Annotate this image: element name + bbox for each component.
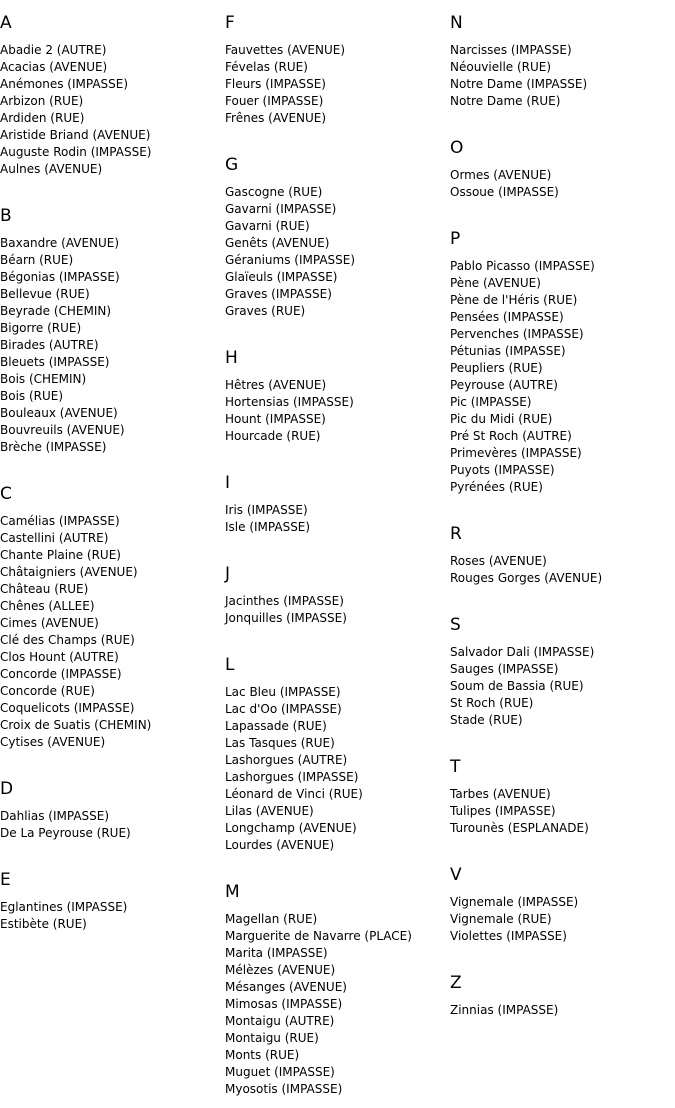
street-list bbox=[450, 894, 578, 945]
street-item: Magellan (RUE) bbox=[225, 912, 318, 926]
street-item: Marguerite de Navarre (PLACE) bbox=[225, 929, 412, 943]
street-item: Pablo Picasso (IMPASSE) bbox=[450, 259, 595, 273]
street-list bbox=[225, 377, 354, 445]
street-item: Soum de Bassia (RUE) bbox=[450, 679, 584, 693]
letter-heading: G bbox=[225, 155, 239, 175]
street-item: Anémones (IMPASSE) bbox=[0, 77, 129, 91]
street-list bbox=[225, 502, 310, 536]
street-list bbox=[225, 593, 347, 627]
street-item: Mimosas (IMPASSE) bbox=[225, 997, 343, 1011]
street-item: Peyrouse (AUTRE) bbox=[450, 378, 558, 392]
street-item: Brèche (IMPASSE) bbox=[0, 440, 107, 454]
street-item: Ossoue (IMPASSE) bbox=[450, 185, 559, 199]
letter-heading: F bbox=[225, 13, 235, 33]
street-item: Glaïeuls (IMPASSE) bbox=[225, 270, 338, 284]
street-item: Hount (IMPASSE) bbox=[225, 412, 326, 426]
street-item: Iris (IMPASSE) bbox=[225, 503, 308, 517]
letter-heading: Z bbox=[450, 973, 462, 993]
letter-heading: H bbox=[225, 348, 238, 368]
street-item: De La Peyrouse (RUE) bbox=[0, 826, 131, 840]
street-item: Lac Bleu (IMPASSE) bbox=[225, 685, 341, 699]
street-item: Tulipes (IMPASSE) bbox=[450, 804, 556, 818]
street-item: Muguet (IMPASSE) bbox=[225, 1065, 335, 1079]
letter-heading: S bbox=[450, 615, 461, 635]
street-item: Auguste Rodin (IMPASSE) bbox=[0, 145, 152, 159]
street-item: Pervenches (IMPASSE) bbox=[450, 327, 584, 341]
street-item: Bois (RUE) bbox=[0, 389, 64, 403]
street-item: Montaigu (RUE) bbox=[225, 1031, 319, 1045]
street-item: Lapassade (RUE) bbox=[225, 719, 327, 733]
letter-heading: A bbox=[0, 13, 12, 33]
street-item: Gavarni (IMPASSE) bbox=[225, 202, 337, 216]
street-item: Notre Dame (IMPASSE) bbox=[450, 77, 588, 91]
letter-heading: D bbox=[0, 779, 14, 799]
street-item: Dahlias (IMPASSE) bbox=[0, 809, 110, 823]
street-item: Lourdes (AVENUE) bbox=[225, 838, 335, 852]
street-item: Aulnes (AVENUE) bbox=[0, 162, 103, 176]
street-list bbox=[0, 42, 151, 178]
street-item: Marita (IMPASSE) bbox=[225, 946, 328, 960]
letter-heading: R bbox=[450, 524, 462, 544]
street-item: Graves (IMPASSE) bbox=[225, 287, 332, 301]
street-item: Pensées (IMPASSE) bbox=[450, 310, 564, 324]
street-item: Frênes (AVENUE) bbox=[225, 111, 327, 125]
street-item: Châtaigniers (AVENUE) bbox=[0, 565, 138, 579]
street-list bbox=[0, 899, 127, 933]
street-item: Salvador Dali (IMPASSE) bbox=[450, 645, 595, 659]
street-item: Vignemale (RUE) bbox=[450, 912, 552, 926]
street-item: Estibète (RUE) bbox=[0, 917, 87, 931]
street-item: Graves (RUE) bbox=[225, 304, 306, 318]
street-item: Lashorgues (AUTRE) bbox=[225, 753, 348, 767]
street-item: Aristide Briand (AVENUE) bbox=[0, 128, 151, 142]
street-item: Léonard de Vinci (RUE) bbox=[225, 787, 363, 801]
street-list bbox=[0, 235, 125, 456]
street-item: Château (RUE) bbox=[0, 582, 89, 596]
street-item: Ormes (AVENUE) bbox=[450, 168, 552, 182]
street-item: Las Tasques (RUE) bbox=[225, 736, 335, 750]
letter-heading: L bbox=[225, 655, 235, 675]
street-item: Févelas (RUE) bbox=[225, 60, 308, 74]
street-item: Rouges Gorges (AVENUE) bbox=[450, 571, 603, 585]
street-item: Clé des Champs (RUE) bbox=[0, 633, 135, 647]
street-item: Sauges (IMPASSE) bbox=[450, 662, 559, 676]
street-item: Notre Dame (RUE) bbox=[450, 94, 561, 108]
street-item: Béarn (RUE) bbox=[0, 253, 74, 267]
letter-heading: N bbox=[450, 13, 463, 33]
letter-heading: V bbox=[450, 865, 462, 885]
street-item: Fleurs (IMPASSE) bbox=[225, 77, 326, 91]
street-item: Puyots (IMPASSE) bbox=[450, 463, 555, 477]
street-item: Arbizon (RUE) bbox=[0, 94, 84, 108]
street-item: Pic (IMPASSE) bbox=[450, 395, 532, 409]
street-list bbox=[0, 513, 151, 751]
street-list bbox=[225, 184, 355, 320]
letter-heading: P bbox=[450, 229, 461, 249]
street-item: Pène (AVENUE) bbox=[450, 276, 541, 290]
letter-heading: O bbox=[450, 138, 464, 158]
street-item: Gavarni (RUE) bbox=[225, 219, 310, 233]
street-list bbox=[225, 42, 345, 127]
street-item: Bois (CHEMIN) bbox=[0, 372, 87, 386]
street-item: Acacias (AVENUE) bbox=[0, 60, 108, 74]
street-item: Pré St Roch (AUTRE) bbox=[450, 429, 572, 443]
street-item: Fouer (IMPASSE) bbox=[225, 94, 324, 108]
street-item: Cytises (AVENUE) bbox=[0, 735, 106, 749]
street-item: Mélèzes (AVENUE) bbox=[225, 963, 336, 977]
street-item: Clos Hount (AUTRE) bbox=[0, 650, 119, 664]
street-item: Beyrade (CHEMIN) bbox=[0, 304, 112, 318]
street-item: Hortensias (IMPASSE) bbox=[225, 395, 354, 409]
street-list bbox=[450, 258, 595, 496]
street-item: Narcisses (IMPASSE) bbox=[450, 43, 572, 57]
street-item: Isle (IMPASSE) bbox=[225, 520, 311, 534]
street-item: St Roch (RUE) bbox=[450, 696, 534, 710]
street-item: Géraniums (IMPASSE) bbox=[225, 253, 356, 267]
street-list bbox=[450, 644, 594, 729]
street-item: Abadie 2 (AUTRE) bbox=[0, 43, 107, 57]
street-item: Birades (AUTRE) bbox=[0, 338, 99, 352]
street-list bbox=[450, 167, 559, 201]
street-item: Primevères (IMPASSE) bbox=[450, 446, 582, 460]
street-item: Longchamp (AVENUE) bbox=[225, 821, 357, 835]
street-item: Jacinthes (IMPASSE) bbox=[225, 594, 344, 608]
street-item: Pic du Midi (RUE) bbox=[450, 412, 553, 426]
street-item: Néouvielle (RUE) bbox=[450, 60, 552, 74]
street-item: Baxandre (AVENUE) bbox=[0, 236, 120, 250]
letter-heading: C bbox=[0, 484, 12, 504]
street-item: Lilas (AVENUE) bbox=[225, 804, 314, 818]
street-item: Concorde (RUE) bbox=[0, 684, 95, 698]
street-item: Bleuets (IMPASSE) bbox=[0, 355, 110, 369]
street-item: Coquelicots (IMPASSE) bbox=[0, 701, 135, 715]
letter-heading: E bbox=[0, 870, 11, 890]
street-item: Bouvreuils (AVENUE) bbox=[0, 423, 125, 437]
street-item: Jonquilles (IMPASSE) bbox=[225, 611, 347, 625]
street-list bbox=[225, 911, 412, 1098]
letter-heading: J bbox=[225, 564, 231, 584]
street-item: Bouleaux (AVENUE) bbox=[0, 406, 118, 420]
street-item: Chante Plaine (RUE) bbox=[0, 548, 121, 562]
street-item: Violettes (IMPASSE) bbox=[450, 929, 567, 943]
street-item: Camélias (IMPASSE) bbox=[0, 514, 120, 528]
street-item: Peupliers (RUE) bbox=[450, 361, 543, 375]
street-item: Pène de l'Héris (RUE) bbox=[450, 293, 578, 307]
street-item: Eglantines (IMPASSE) bbox=[0, 900, 128, 914]
street-item: Myosotis (IMPASSE) bbox=[225, 1082, 343, 1096]
street-item: Hêtres (AVENUE) bbox=[225, 378, 327, 392]
street-item: Tarbes (AVENUE) bbox=[450, 787, 551, 801]
street-list bbox=[0, 808, 131, 842]
street-item: Chênes (ALLEE) bbox=[0, 599, 95, 613]
street-item: Mésanges (AVENUE) bbox=[225, 980, 347, 994]
street-item: Montaigu (AUTRE) bbox=[225, 1014, 335, 1028]
street-item: Genêts (AVENUE) bbox=[225, 236, 330, 250]
street-list bbox=[450, 1002, 558, 1019]
letter-heading: M bbox=[225, 882, 240, 902]
street-item: Pétunias (IMPASSE) bbox=[450, 344, 566, 358]
street-item: Lac d'Oo (IMPASSE) bbox=[225, 702, 342, 716]
street-item: Bellevue (RUE) bbox=[0, 287, 90, 301]
street-item: Ardiden (RUE) bbox=[0, 111, 85, 125]
letter-heading: B bbox=[0, 206, 12, 226]
street-item: Castellini (AUTRE) bbox=[0, 531, 109, 545]
street-item: Gascogne (RUE) bbox=[225, 185, 323, 199]
street-item: Monts (RUE) bbox=[225, 1048, 300, 1062]
letter-heading: T bbox=[450, 757, 461, 777]
street-item: Concorde (IMPASSE) bbox=[0, 667, 122, 681]
street-item: Cimes (AVENUE) bbox=[0, 616, 99, 630]
street-item: Bégonias (IMPASSE) bbox=[0, 270, 120, 284]
street-item: Turounès (ESPLANADE) bbox=[450, 821, 589, 835]
street-item: Croix de Suatis (CHEMIN) bbox=[0, 718, 152, 732]
street-item: Vignemale (IMPASSE) bbox=[450, 895, 579, 909]
street-item: Lashorgues (IMPASSE) bbox=[225, 770, 359, 784]
street-list bbox=[450, 42, 587, 110]
street-list bbox=[225, 684, 363, 854]
letter-heading: I bbox=[225, 473, 231, 493]
street-item: Bigorre (RUE) bbox=[0, 321, 82, 335]
street-item: Fauvettes (AVENUE) bbox=[225, 43, 346, 57]
street-list bbox=[450, 786, 589, 837]
street-item: Zinnias (IMPASSE) bbox=[450, 1003, 559, 1017]
street-item: Pyrénées (RUE) bbox=[450, 480, 543, 494]
street-item: Stade (RUE) bbox=[450, 713, 523, 727]
street-item: Roses (AVENUE) bbox=[450, 554, 547, 568]
street-list bbox=[450, 553, 602, 587]
street-item: Hourcade (RUE) bbox=[225, 429, 321, 443]
